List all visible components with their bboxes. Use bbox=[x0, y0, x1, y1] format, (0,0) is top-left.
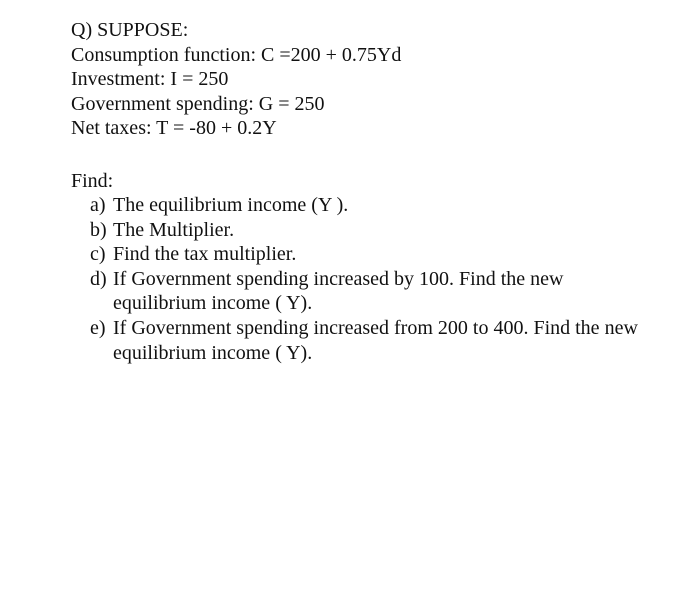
investment-line: Investment: I = 250 bbox=[71, 68, 229, 91]
question-item-b bbox=[90, 218, 650, 243]
question-marker: e) bbox=[90, 316, 106, 339]
question-item-e bbox=[90, 316, 650, 365]
question-marker: b) bbox=[90, 218, 107, 241]
problem-title: Q) SUPPOSE: bbox=[71, 19, 189, 41]
government-spending-line: Government spending: G = 250 bbox=[71, 92, 325, 115]
find-label: Find: bbox=[71, 170, 114, 192]
question-text: If Government spending increased from 200 to 400. Find the new equilibrium income ( Y). bbox=[113, 316, 638, 364]
question-text: The Multiplier. bbox=[113, 218, 235, 241]
problem-statement bbox=[71, 18, 401, 141]
question-marker: c) bbox=[90, 243, 106, 266]
question-text: The equilibrium income (Y ). bbox=[113, 194, 349, 216]
question-item-a bbox=[90, 193, 650, 218]
questions-list bbox=[90, 193, 650, 365]
question-item-c bbox=[90, 242, 650, 267]
question-text: If Government spending increased by 100. Find the new equilibrium income ( Y). bbox=[113, 267, 564, 315]
question-item-d bbox=[90, 267, 650, 316]
net-taxes-line: Net taxes: T = -80 + 0.2Y bbox=[71, 117, 277, 140]
question-marker: d) bbox=[90, 267, 107, 290]
consumption-function-line: Consumption function: C =200 + 0.75Yd bbox=[71, 43, 402, 66]
question-marker: a) bbox=[90, 194, 106, 216]
question-text: Find the tax multiplier. bbox=[113, 243, 297, 266]
